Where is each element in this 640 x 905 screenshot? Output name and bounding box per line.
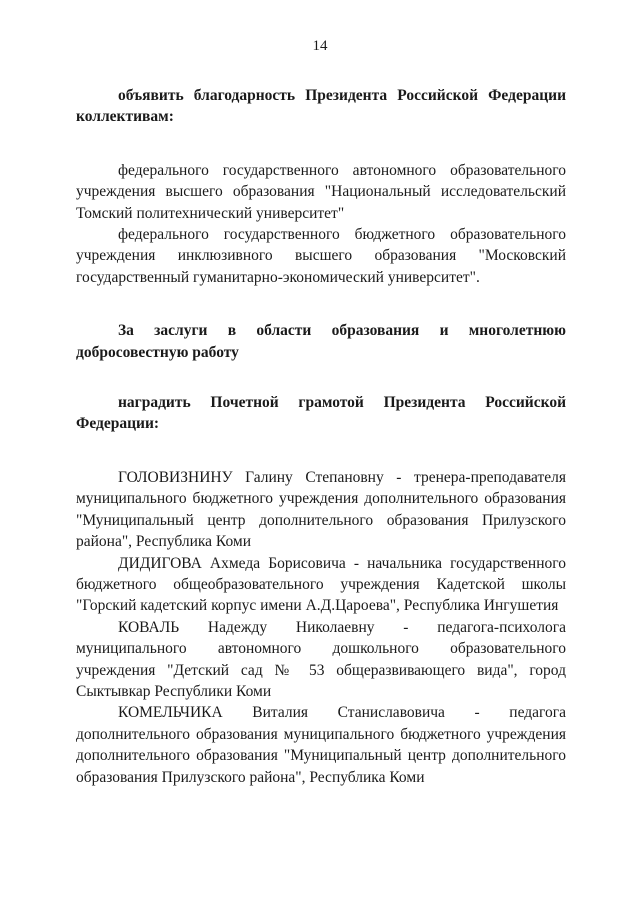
awardee-paragraph: КОВАЛЬ Надежду Николаевну - педагога-психолога муниципального автономного дошкольного образовательного учреждения "Детский сад № 53 общеразвивающего вида", город Сыктывкар Республики Коми [76, 618, 566, 700]
section-subheading-award: наградить Почетной грамотой Президента Российской Федерации: [76, 394, 566, 433]
organization-paragraph: федерального государственного бюджетного образовательного учреждения инклюзивного высшего образования "Московский государственный гуманитарно-экономический университет". [76, 226, 566, 286]
awardee-paragraph: КОМЕЛЬЧИКА Виталия Станиславовича - педагога дополнительного образования муниципального бюджетного учреждения дополнительного образования "Муниципальный центр дополнительного образования Прилузского района", Республика Коми [76, 704, 566, 786]
organization-paragraph: федерального государственного автономного образовательного учреждения высшего образования "Национальный исследовательский Томский политехнический университет" [76, 161, 566, 222]
awardee-paragraph: ГОЛОВИЗНИНУ Галину Степановну - тренера-преподавателя муниципального бюджетного учреждения дополнительного образования "Муниципальный центр дополнительного образования Прилузского района", Республика Коми [76, 468, 566, 551]
section-heading-merits: За заслуги в области образования и многолетнюю добросовестную работу [76, 322, 566, 361]
page-number: 14 [312, 38, 328, 54]
section-heading-gratitude: объявить благодарность Президента Российской Федерации коллективам: [76, 87, 566, 126]
document-body [76, 85, 566, 788]
awardee-paragraph: ДИДИГОВА Ахмеда Борисовича - начальника государственного бюджетного общеобразовательного учреждения Кадетской школы "Горский кадетский корпус имени А.Д.Цароева", Республика Ингушетия [76, 554, 566, 615]
